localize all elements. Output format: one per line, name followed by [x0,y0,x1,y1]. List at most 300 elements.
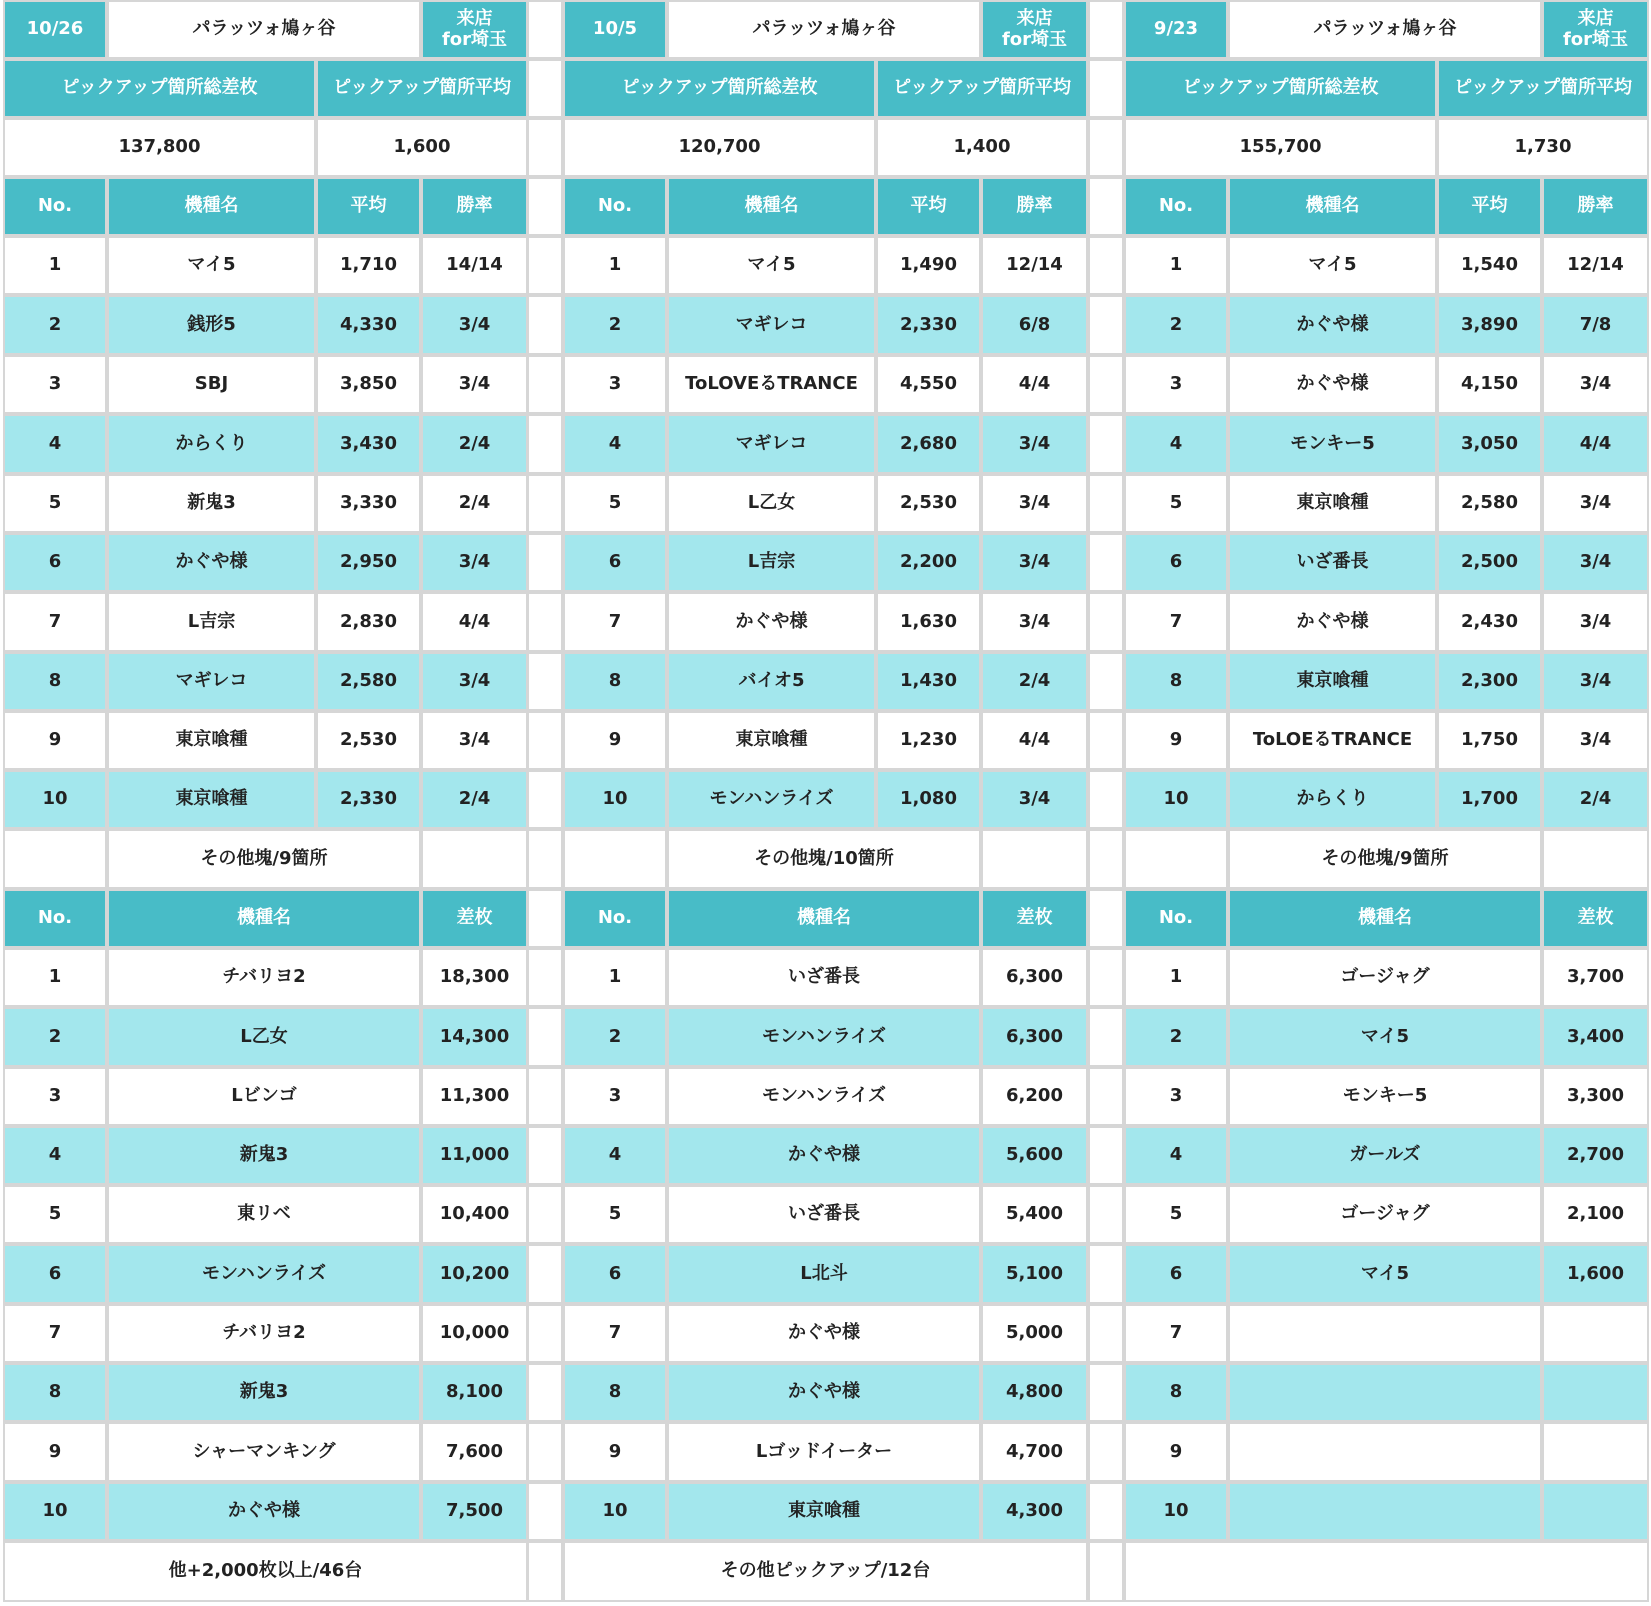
column-gap [1088,829,1124,889]
units-cell: マイ5 [1228,1007,1542,1067]
note-blank [563,829,667,889]
ranking-cell: 12/14 [1542,236,1649,295]
units-cell: 7 [3,1304,107,1363]
ranking-cell: 8 [563,652,667,711]
units-cell: 新鬼3 [107,1126,421,1185]
units-cell: 9 [563,1422,667,1482]
units-cell: モンハンライズ [107,1244,421,1304]
ranking-cell: L乙女 [667,474,876,533]
units-note: その他ピックアップ/12台 [563,1541,1088,1602]
ranking-cell: かぐや様 [667,592,876,652]
units-cell: 8,100 [421,1363,528,1422]
units-cell: 東リベ [107,1185,421,1244]
column-gap [1088,1422,1124,1482]
ranking-cell: 4,330 [316,295,421,355]
ranking-cell: 5 [1124,474,1228,533]
ranking-cell: 2/4 [981,652,1088,711]
ranking-cell: SBJ [107,355,316,414]
column-gap [527,1185,563,1244]
units-cell: チバリヨ2 [107,1304,421,1363]
units-cell: 1 [563,948,667,1007]
units-cell: 3 [563,1067,667,1126]
ranking-header: 平均 [316,177,421,236]
column-gap [527,889,563,948]
summary-header: ピックアップ箇所平均 [316,59,528,118]
ranking-header: 勝率 [981,177,1088,236]
units-cell: 東京喰種 [667,1482,981,1541]
units-cell: ゴージャグ [1228,948,1542,1007]
units-cell: 2,700 [1542,1126,1649,1185]
units-cell [1228,1363,1542,1422]
ranking-cell: 2,330 [316,770,421,829]
ranking-cell: 5 [3,474,107,533]
units-cell: 7,500 [421,1482,528,1541]
units-cell: 3 [1124,1067,1228,1126]
units-note: 他+2,000枚以上/46台 [3,1541,528,1602]
column-gap [527,1067,563,1126]
ranking-cell: かぐや様 [1228,295,1437,355]
column-gap [527,118,563,177]
ranking-cell: マギレコ [667,414,876,474]
ranking-cell: 3,430 [316,414,421,474]
column-gap [527,1482,563,1541]
ranking-cell: マイ5 [107,236,316,295]
ranking-cell: 3 [563,355,667,414]
ranking-header: 機種名 [1228,177,1437,236]
units-header: 機種名 [107,889,421,948]
column-gap [527,1007,563,1067]
ranking-cell: 3,050 [1437,414,1542,474]
column-gap [1088,295,1124,355]
ranking-cell: 3/4 [981,414,1088,474]
ranking-cell: 2 [1124,295,1228,355]
units-cell: 6,300 [981,948,1088,1007]
ranking-cell: L吉宗 [107,592,316,652]
units-cell: 4,700 [981,1422,1088,1482]
column-gap [1088,592,1124,652]
units-cell [1542,1304,1649,1363]
ranking-note: その他塊/9箇所 [1228,829,1542,889]
units-cell: 9 [3,1422,107,1482]
column-gap [527,59,563,118]
ranking-header: 勝率 [1542,177,1649,236]
note-blank [981,829,1088,889]
units-cell: 8 [1124,1363,1228,1422]
ranking-cell: 3/4 [421,295,528,355]
units-cell: いざ番長 [667,948,981,1007]
units-cell: モンキー5 [1228,1067,1542,1126]
summary-value: 1,400 [876,118,1088,177]
ranking-note: その他塊/10箇所 [667,829,981,889]
ranking-cell: 6/8 [981,295,1088,355]
column-gap [527,592,563,652]
units-cell [1542,1482,1649,1541]
column-gap [1088,1126,1124,1185]
ranking-note: その他塊/9箇所 [107,829,421,889]
ranking-cell: 10 [1124,770,1228,829]
ranking-cell: 3/4 [421,355,528,414]
date-label: 10/26 [3,0,107,59]
summary-value: 1,730 [1437,118,1649,177]
units-cell: 5,400 [981,1185,1088,1244]
ranking-cell: 9 [1124,711,1228,770]
ranking-header: 平均 [1437,177,1542,236]
ranking-cell: 3/4 [1542,711,1649,770]
ranking-cell: マギレコ [107,652,316,711]
ranking-cell: 2/4 [421,474,528,533]
ranking-cell: 3,890 [1437,295,1542,355]
ranking-cell: ToLOVEるTRANCE [667,355,876,414]
column-gap [1088,1482,1124,1541]
ranking-cell: 東京喰種 [1228,474,1437,533]
units-cell: モンハンライズ [667,1067,981,1126]
ranking-cell: 1 [563,236,667,295]
units-cell: 3,700 [1542,948,1649,1007]
units-cell: 10 [563,1482,667,1541]
column-gap [527,295,563,355]
ranking-cell: 12/14 [981,236,1088,295]
units-cell: 4 [3,1126,107,1185]
ranking-cell: L吉宗 [667,533,876,592]
ranking-cell: 2,300 [1437,652,1542,711]
units-cell: L北斗 [667,1244,981,1304]
units-cell: いざ番長 [667,1185,981,1244]
column-gap [527,1126,563,1185]
units-cell: かぐや様 [667,1363,981,1422]
units-cell: 10 [1124,1482,1228,1541]
units-header: 差枚 [1542,889,1649,948]
column-gap [1088,770,1124,829]
units-header: 差枚 [981,889,1088,948]
units-cell: かぐや様 [667,1304,981,1363]
ranking-cell: 東京喰種 [107,711,316,770]
ranking-cell: 2/4 [421,770,528,829]
ranking-header: No. [563,177,667,236]
units-cell: 5 [3,1185,107,1244]
ranking-cell: 10 [563,770,667,829]
column-gap [527,474,563,533]
units-cell: ガールズ [1228,1126,1542,1185]
ranking-cell: 4/4 [981,711,1088,770]
units-cell: 8 [3,1363,107,1422]
units-cell: 18,300 [421,948,528,1007]
units-cell: 2 [563,1007,667,1067]
ranking-cell: 3,330 [316,474,421,533]
units-cell: 10 [3,1482,107,1541]
ranking-cell: 3/4 [1542,355,1649,414]
column-gap [1088,177,1124,236]
ranking-cell: マイ5 [667,236,876,295]
units-cell: 4 [563,1126,667,1185]
ranking-cell: 2,530 [316,711,421,770]
summary-value: 155,700 [1124,118,1437,177]
units-cell: 5,100 [981,1244,1088,1304]
units-cell [1228,1304,1542,1363]
ranking-cell: かぐや様 [1228,592,1437,652]
summary-header: ピックアップ箇所総差枚 [1124,59,1437,118]
ranking-header: 勝率 [421,177,528,236]
column-gap [527,0,563,59]
event-label: 来店 for埼玉 [421,0,528,59]
ranking-cell: 2,680 [876,414,981,474]
store-name: パラッツォ鳩ヶ谷 [1228,0,1542,59]
ranking-cell: 2,580 [1437,474,1542,533]
column-gap [527,948,563,1007]
units-header: No. [563,889,667,948]
date-label: 9/23 [1124,0,1228,59]
ranking-cell: 3/4 [1542,474,1649,533]
ranking-cell: 1,750 [1437,711,1542,770]
ranking-cell: 5 [563,474,667,533]
ranking-cell: 2,200 [876,533,981,592]
units-cell: 7 [563,1304,667,1363]
units-cell: 11,000 [421,1126,528,1185]
ranking-cell: 7 [1124,592,1228,652]
ranking-header: No. [3,177,107,236]
event-label: 来店 for埼玉 [1542,0,1649,59]
column-gap [1088,474,1124,533]
ranking-cell: 4,550 [876,355,981,414]
units-header: No. [3,889,107,948]
units-cell: 1 [1124,948,1228,1007]
ranking-cell: 4/4 [981,355,1088,414]
units-cell: 4 [1124,1126,1228,1185]
ranking-cell: 7/8 [1542,295,1649,355]
ranking-cell: 3/4 [1542,533,1649,592]
units-cell: 10,400 [421,1185,528,1244]
ranking-cell: 9 [3,711,107,770]
note-blank [1542,829,1649,889]
ranking-cell: 2,580 [316,652,421,711]
summary-header: ピックアップ箇所平均 [1437,59,1649,118]
ranking-cell: 4,150 [1437,355,1542,414]
units-cell: 7 [1124,1304,1228,1363]
ranking-cell: 3/4 [421,711,528,770]
ranking-cell: 3/4 [981,533,1088,592]
column-gap [1088,948,1124,1007]
ranking-cell: 1,700 [1437,770,1542,829]
units-header: No. [1124,889,1228,948]
column-gap [527,770,563,829]
column-gap [1088,1007,1124,1067]
units-cell: 3 [3,1067,107,1126]
units-cell: 4,800 [981,1363,1088,1422]
units-cell: L乙女 [107,1007,421,1067]
ranking-cell: 7 [3,592,107,652]
ranking-cell: モンキー5 [1228,414,1437,474]
column-gap [527,829,563,889]
units-cell: 6 [563,1244,667,1304]
store-name: パラッツォ鳩ヶ谷 [107,0,421,59]
units-cell: 14,300 [421,1007,528,1067]
units-cell: 3,400 [1542,1007,1649,1067]
ranking-cell: 9 [563,711,667,770]
column-gap [527,652,563,711]
ranking-cell: バイオ5 [667,652,876,711]
ranking-cell: からくり [1228,770,1437,829]
ranking-cell: 1,430 [876,652,981,711]
units-cell: チバリヨ2 [107,948,421,1007]
ranking-cell: 14/14 [421,236,528,295]
ranking-cell: 3/4 [981,770,1088,829]
column-gap [1088,533,1124,592]
units-header: 機種名 [1228,889,1542,948]
ranking-cell: いざ番長 [1228,533,1437,592]
units-cell: ゴージャグ [1228,1185,1542,1244]
column-gap [527,1244,563,1304]
ranking-cell: 7 [563,592,667,652]
ranking-cell: 1,630 [876,592,981,652]
column-gap [527,414,563,474]
summary-header: ピックアップ箇所総差枚 [563,59,876,118]
units-cell: 10,000 [421,1304,528,1363]
column-gap [527,1541,563,1602]
units-cell: 8 [563,1363,667,1422]
column-gap [1088,236,1124,295]
summary-header: ピックアップ箇所平均 [876,59,1088,118]
ranking-cell: 4/4 [1542,414,1649,474]
column-gap [1088,59,1124,118]
units-cell: 7,600 [421,1422,528,1482]
ranking-cell: 4 [563,414,667,474]
event-label: 来店 for埼玉 [981,0,1088,59]
column-gap [527,1422,563,1482]
ranking-cell: 6 [563,533,667,592]
ranking-cell: 3/4 [981,592,1088,652]
note-blank [3,829,107,889]
units-cell: 9 [1124,1422,1228,1482]
ranking-cell: 1,490 [876,236,981,295]
units-header: 機種名 [667,889,981,948]
column-gap [1088,711,1124,770]
units-cell: 6 [3,1244,107,1304]
units-cell: 6,300 [981,1007,1088,1067]
date-label: 10/5 [563,0,667,59]
units-cell: シャーマンキング [107,1422,421,1482]
ranking-cell: 東京喰種 [1228,652,1437,711]
ranking-cell: 1,710 [316,236,421,295]
units-cell: 2 [1124,1007,1228,1067]
summary-value: 120,700 [563,118,876,177]
ranking-cell: 1 [3,236,107,295]
units-header: 差枚 [421,889,528,948]
note-blank [421,829,528,889]
units-cell: 4,300 [981,1482,1088,1541]
column-gap [1088,0,1124,59]
summary-value: 1,600 [316,118,528,177]
column-gap [1088,889,1124,948]
units-cell: 6 [1124,1244,1228,1304]
ranking-cell: 6 [1124,533,1228,592]
ranking-cell: 2,830 [316,592,421,652]
ranking-cell: 2,500 [1437,533,1542,592]
ranking-cell: かぐや様 [107,533,316,592]
column-gap [527,1363,563,1422]
store-name: パラッツォ鳩ヶ谷 [667,0,981,59]
ranking-cell: 東京喰種 [107,770,316,829]
units-cell: 1,600 [1542,1244,1649,1304]
units-cell: かぐや様 [667,1126,981,1185]
units-cell: 11,300 [421,1067,528,1126]
units-note [1124,1541,1649,1602]
ranking-cell: 10 [3,770,107,829]
ranking-cell: マイ5 [1228,236,1437,295]
units-cell: 5,000 [981,1304,1088,1363]
units-cell: Lビンゴ [107,1067,421,1126]
column-gap [1088,1304,1124,1363]
ranking-cell: 2,430 [1437,592,1542,652]
ranking-cell: 3/4 [1542,592,1649,652]
ranking-cell: 2/4 [421,414,528,474]
column-gap [1088,1067,1124,1126]
units-cell: 2 [3,1007,107,1067]
ranking-header: No. [1124,177,1228,236]
units-cell: 5 [1124,1185,1228,1244]
units-cell [1228,1422,1542,1482]
units-cell: 5,600 [981,1126,1088,1185]
column-gap [527,177,563,236]
units-cell: 3,300 [1542,1067,1649,1126]
ranking-cell: 2 [3,295,107,355]
ranking-cell: 1,230 [876,711,981,770]
column-gap [1088,355,1124,414]
units-cell: モンハンライズ [667,1007,981,1067]
ranking-cell: 4 [1124,414,1228,474]
units-cell: 10,200 [421,1244,528,1304]
ranking-cell: 新鬼3 [107,474,316,533]
column-gap [1088,652,1124,711]
ranking-header: 機種名 [667,177,876,236]
units-cell: 6,200 [981,1067,1088,1126]
units-cell: マイ5 [1228,1244,1542,1304]
column-gap [1088,118,1124,177]
ranking-cell: かぐや様 [1228,355,1437,414]
ranking-cell: マギレコ [667,295,876,355]
ranking-cell: 3/4 [1542,652,1649,711]
column-gap [527,1304,563,1363]
ranking-cell: 2 [563,295,667,355]
column-gap [1088,1363,1124,1422]
summary-value: 137,800 [3,118,316,177]
column-gap [1088,414,1124,474]
ranking-cell: 8 [1124,652,1228,711]
summary-header: ピックアップ箇所総差枚 [3,59,316,118]
ranking-cell: からくり [107,414,316,474]
ranking-cell: 1,080 [876,770,981,829]
column-gap [527,355,563,414]
column-gap [1088,1541,1124,1602]
units-cell [1228,1482,1542,1541]
ranking-cell: 3/4 [421,652,528,711]
column-gap [527,533,563,592]
column-gap [1088,1244,1124,1304]
units-cell [1542,1363,1649,1422]
ranking-cell: ToLOEるTRANCE [1228,711,1437,770]
ranking-cell: 4 [3,414,107,474]
ranking-cell: 2,330 [876,295,981,355]
ranking-cell: モンハンライズ [667,770,876,829]
units-cell: 新鬼3 [107,1363,421,1422]
ranking-cell: 1 [1124,236,1228,295]
units-cell [1542,1422,1649,1482]
ranking-cell: 4/4 [421,592,528,652]
note-blank [1124,829,1228,889]
ranking-cell: 3/4 [981,474,1088,533]
ranking-cell: 6 [3,533,107,592]
units-cell: 2,100 [1542,1185,1649,1244]
units-cell: Lゴッドイーター [667,1422,981,1482]
column-gap [527,236,563,295]
